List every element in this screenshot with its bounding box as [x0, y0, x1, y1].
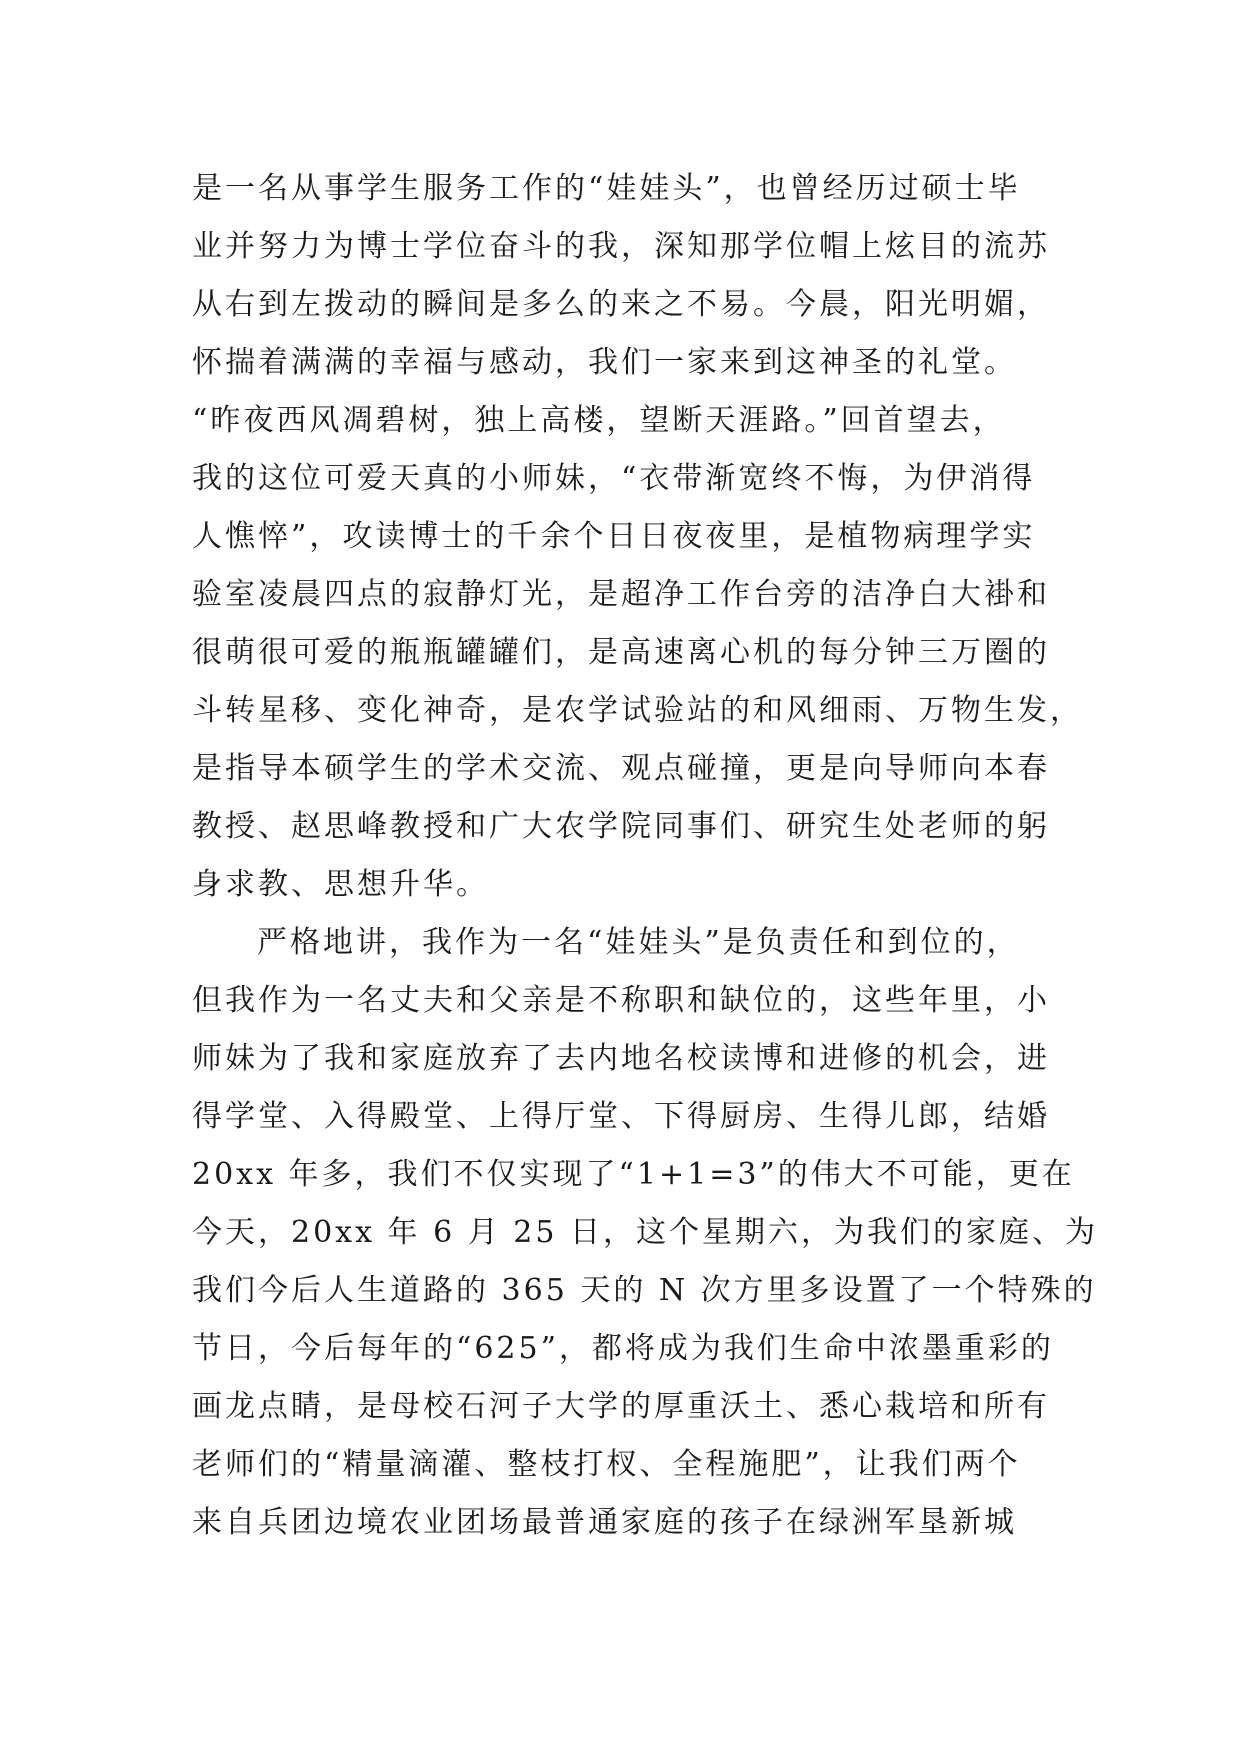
text-line: 验室凌晨四点的寂静灯光，是超净工作台旁的洁净白大褂和 [192, 577, 1050, 612]
text-line: 老师们的“精量滴灌、整枝打杈、全程施肥”，让我们两个 [192, 1447, 1021, 1482]
text-line: 很萌很可爱的瓶瓶罐罐们，是高速离心机的每分钟三万圈的 [192, 635, 1050, 670]
paragraph-first-line: 严格地讲，我作为一名“娃娃头”是负责任和到位的， [257, 925, 1020, 960]
text-line: 业并努力为博士学位奋斗的我，深知那学位帽上炫目的流苏 [192, 229, 1050, 264]
text-line: 师妹为了我和家庭放弃了去内地名校读博和进修的机会，进 [192, 1041, 1050, 1076]
text-line: 我的这位可爱天真的小师妹，“衣带渐宽终不悔，为伊消得 [192, 461, 1036, 496]
text-line: 得学堂、入得殿堂、上得厅堂、下得厨房、生得儿郎，结婚 [192, 1099, 1050, 1134]
text-line: “昨夜西风凋碧树，独上高楼，望断天涯路。”回首望去， [192, 403, 1006, 438]
text-line: 从右到左拨动的瞬间是多么的来之不易。今晨，阳光明媚， [192, 287, 1050, 322]
document-body [192, 160, 1098, 1552]
text-line: 是指导本硕学生的学术交流、观点碰撞，更是向导师向本春 [192, 751, 1050, 786]
text-line: 来自兵团边境农业团场最普通家庭的孩子在绿洲军垦新城 [192, 1505, 1017, 1540]
text-line: 是一名从事学生服务工作的“娃娃头”，也曾经历过硕士毕 [192, 171, 1021, 206]
text-line: 节日，今后每年的“625”，都将成为我们生命中浓墨重彩的 [192, 1331, 1054, 1366]
text-line: 但我作为一名丈夫和父亲是不称职和缺位的，这些年里，小 [192, 983, 1050, 1018]
text-line: 20xx 年多，我们不仅实现了“1+1=3”的伟大不可能，更在 [192, 1157, 1075, 1192]
text-line: 怀揣着满满的幸福与感动，我们一家来到这神圣的礼堂。 [192, 345, 1017, 380]
text-line: 身求教、思想升华。 [192, 867, 489, 902]
text-line: 我们今后人生道路的 365 天的 N 次方里多设置了一个特殊的 [192, 1273, 1097, 1308]
text-line: 斗转星移、变化神奇，是农学试验站的和风细雨、万物生发， [192, 693, 1083, 728]
text-line: 画龙点睛，是母校石河子大学的厚重沃土、悉心栽培和所有 [192, 1389, 1050, 1424]
text-line: 人憔悴”，攻读博士的千余个日日夜夜里，是植物病理学实 [192, 519, 1036, 554]
text-line: 教授、赵思峰教授和广大农学院同事们、研究生处老师的躬 [192, 809, 1050, 844]
text-line: 今天，20xx 年 6 月 25 日，这个星期六，为我们的家庭、为 [192, 1215, 1098, 1250]
